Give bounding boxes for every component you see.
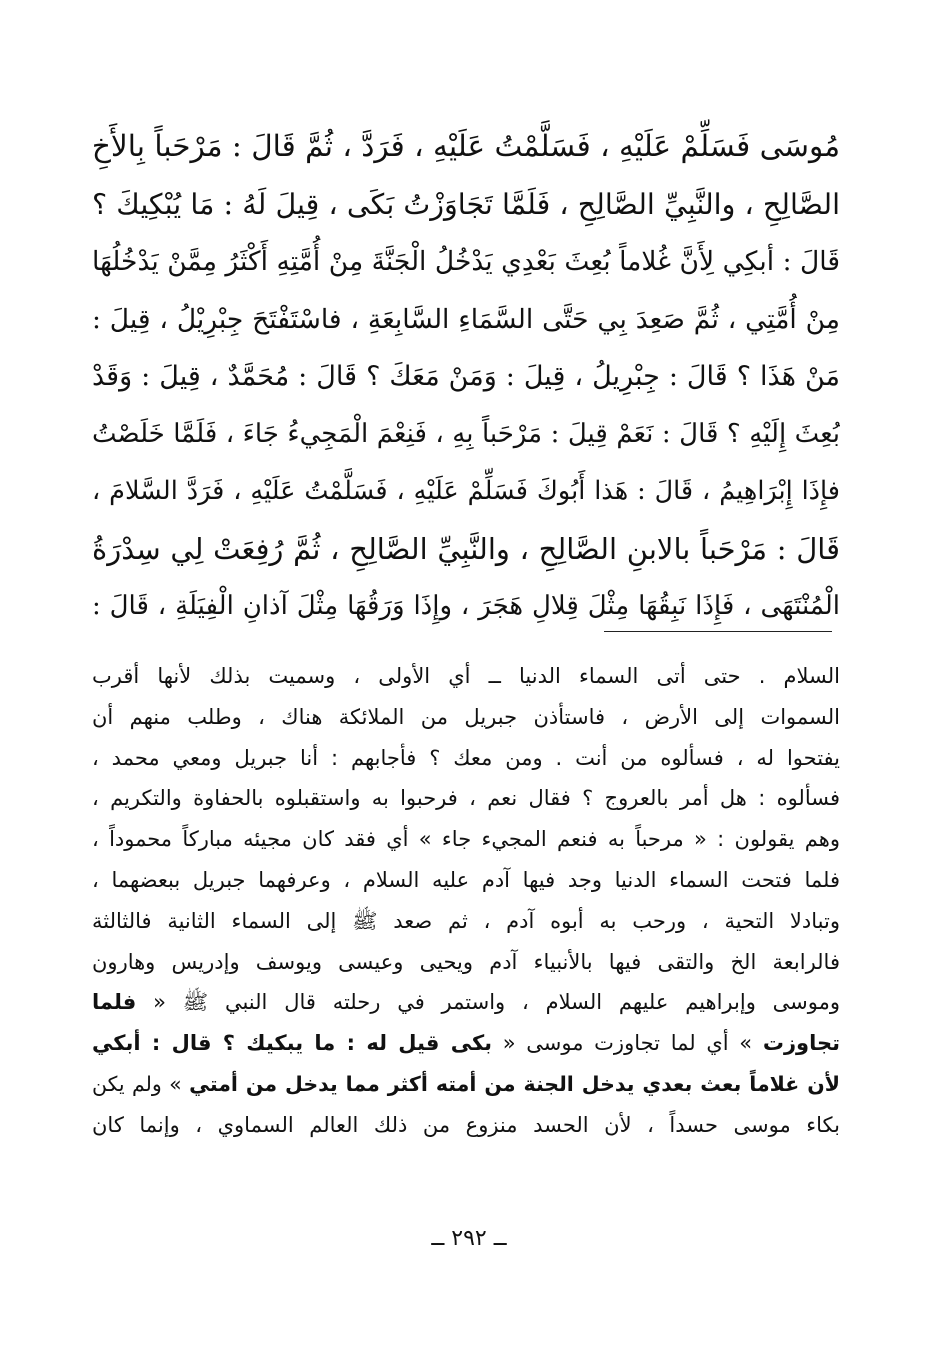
quoted-hadith-text: فلما — [92, 990, 137, 1015]
commentary-text: » أي لما تجاوزت موسى « — [492, 1031, 763, 1056]
main-text-line: الْمُنْتَهَى ، فَإِذَا نَبِقُهَا مِثْلَ قِلالِ هَجَرَ ، وإِذَا وَرَقُهَا مِثْلَ آذانِ الْفِيَلَةِ ، قَالَ : — [92, 591, 840, 621]
commentary-text: » ولم يكن — [92, 1071, 190, 1096]
commentary-line — [92, 1023, 840, 1064]
commentary-line: فسألوه : هل أمر بالعروج ؟ فقال نعم ، فرحبوا به واستقبلوه بالحفاوة والتكريم ، — [92, 786, 840, 811]
main-text-line: مِنْ أُمَّتِي ، ثُمَّ صَعِدَ بِي حَتَّى السَّمَاءِ السَّابِعَةِ ، فاسْتَفْتَحَ جِبْرِيْلُ ، قِيلَ : — [92, 303, 840, 335]
footnote-divider — [604, 631, 832, 632]
quoted-hadith-text: تجاوزت — [762, 1031, 840, 1056]
page-number: ــ ٢٩٢ ــ — [431, 1226, 507, 1251]
commentary-line: السلام . حتى أتى السماء الدنيا ــ أي الأولى ، وسميت بذلك لأنها أقرب — [92, 664, 840, 688]
commentary-line: يفتحوا له ، فسألوه من أنت . ومن معك ؟ فأجابهم : أنا جبريل ومعي محمد ، — [92, 745, 840, 770]
commentary-text: وموسى وإبراهيم عليهم السلام ، واستمر في رحلته قال النبي ﷺ « — [136, 990, 840, 1015]
main-text-line: مُوسَى فَسَلِّمْ عَلَيْهِ ، فَسَلَّمْتُ عَلَيْهِ ، فَرَدَّ ، ثُمَّ قَالَ : مَرْحَباً بِالأَخِ — [92, 129, 840, 163]
main-text-block — [92, 118, 840, 636]
quoted-hadith-text: لأن غلاماً بعث بعدي يدخل الجنة من أمته أكثر مما يدخل من أمتي — [189, 1071, 840, 1096]
commentary-line: فالرابعة الخ والتقى فيها بالأنبياء آدم ويحيى وعيسى ويوسف وإدريس وهارون — [92, 949, 840, 974]
main-text-line: فإِذَا إِبْرَاهِيمُ ، قَالَ : هَذا أَبُوكَ فَسَلِّمْ عَلَيْهِ ، فَسَلَّمْتُ عَلَيْهِ ، فَرَدَّ السَّلامَ ، — [92, 476, 840, 506]
commentary-line — [92, 982, 840, 1023]
commentary-line: وتبادلا التحية ، ورحب به أبوه آدم ، ثم صعد ﷺ إلى السماء الثانية فالثالثة — [92, 908, 840, 933]
main-text-line: مَنْ هَذَا ؟ قَالَ : جِبْرِيلُ ، قِيلَ : وَمَنْ مَعَكَ ؟ قَالَ : مُحَمَّدٌ ، قِيلَ : وَقَدْ — [92, 361, 840, 392]
quoted-hadith-text: بكى قيل له : ما يبكيك ؟ قال : أبكي — [92, 1031, 493, 1056]
commentary-line: بكاء موسى حسداً ، لأن الحسد منزوع من ذلك العالم السماوي ، وإنما كان — [92, 1112, 840, 1137]
commentary-line: فلما فتحت السماء الدنيا وجد فيها آدم عليه السلام ، وعرفهما جبريل ببعضهما ، — [92, 867, 840, 892]
commentary-line: وهم يقولون : « مرحباً به فنعم المجيء جاء » أي فقد كان مجيئه مباركاً محموداً ، — [92, 827, 840, 852]
main-text-line: بُعِثَ إِلَيْهِ ؟ قَالَ : نَعَمْ قِيلَ : مَرْحَباً بِهِ ، فَنِعْمَ الْمَجِيءُ جَاءَ ، فَلَمَّا خَلَصْتُ — [92, 418, 840, 449]
commentary-line: السموات إلى الأرض ، فاستأذن جبريل من الملائكة هناك ، وطلب منهم أن — [92, 704, 840, 729]
main-text-line: قَالَ : أبكِي لِأَنَّ غُلاماً بُعِثَ بَعْدِي يَدْخُلُ الْجَنَّةَ مِنْ أُمَّتِهِ أَكْثَرُ مِمَّنْ يَدْخُلُهَا — [92, 246, 840, 277]
main-text-line: الصَّالِحِ ، والنَّبِيِّ الصَّالِحِ ، فَلَمَّا تَجَاوَزْتُ بَكَى ، قِيلَ لَهُ : مَا يُبْكِيكَ ؟ — [92, 187, 840, 221]
commentary-block — [92, 656, 840, 1146]
commentary-line — [92, 1064, 840, 1105]
main-text-line: قَالَ : مَرْحَباً بالابنِ الصَّالِحِ ، والنَّبِيِّ الصَّالِحِ ، ثُمَّ رُفِعَتْ لِي سِدْرَةُ — [92, 531, 840, 566]
